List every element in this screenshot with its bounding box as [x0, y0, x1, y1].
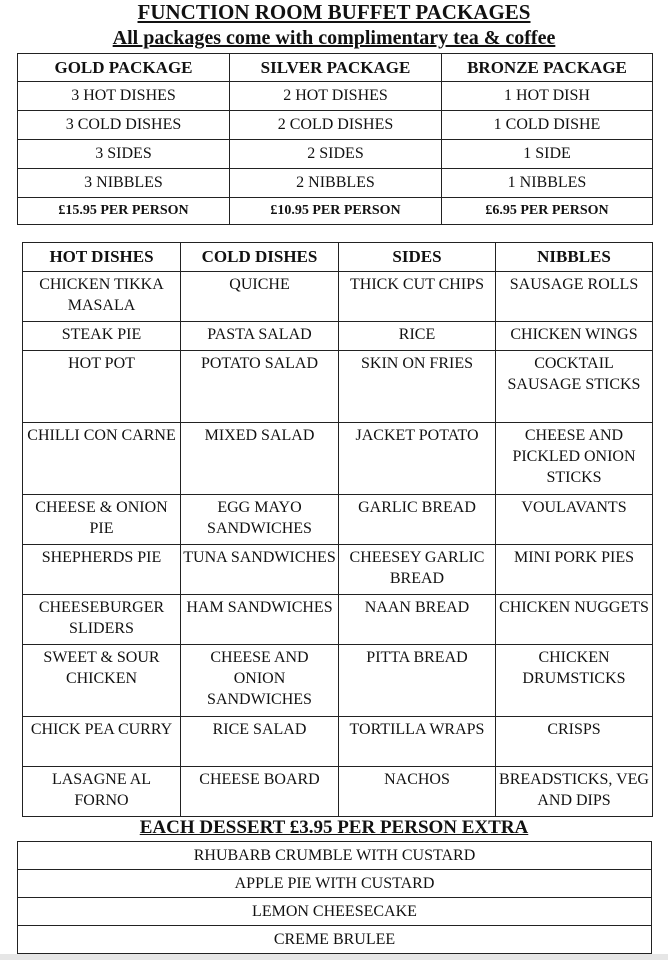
- menu-header-row: [23, 243, 653, 272]
- menu-cell: BREADSTICKS, VEG AND DIPS: [496, 767, 653, 817]
- menu-cell: NACHOS: [339, 767, 496, 817]
- dessert-row: [18, 842, 652, 870]
- menu-cell: STEAK PIE: [23, 322, 181, 351]
- dessert-row: [18, 926, 652, 954]
- menu-cell: CHEESE BOARD: [181, 767, 339, 817]
- package-cell: 2 HOT DISHES: [230, 82, 442, 111]
- menu-cell: SWEET & SOUR CHICKEN: [23, 645, 181, 717]
- menu-cell: MIXED SALAD: [181, 423, 339, 495]
- menu-cell: CHICK PEA CURRY: [23, 717, 181, 767]
- menu-cell: MINI PORK PIES: [496, 545, 653, 595]
- menu-row: [23, 495, 653, 545]
- package-price-gold: £15.95 PER PERSON: [18, 198, 230, 225]
- package-cell: 1 NIBBLES: [442, 169, 653, 198]
- dessert-item: RHUBARB CRUMBLE WITH CUSTARD: [18, 842, 652, 870]
- packages-row-hot: [18, 82, 653, 111]
- menu-cell: CHILLI CON CARNE: [23, 423, 181, 495]
- package-cell: 2 COLD DISHES: [230, 111, 442, 140]
- desserts-table: [17, 841, 652, 954]
- menu-cell: POTATO SALAD: [181, 351, 339, 423]
- menu-cell: PITTA BREAD: [339, 645, 496, 717]
- package-cell: 1 COLD DISHE: [442, 111, 653, 140]
- package-cell: 3 COLD DISHES: [18, 111, 230, 140]
- packages-table: [17, 53, 653, 225]
- menu-row: [23, 767, 653, 817]
- menu-row: [23, 645, 653, 717]
- package-price-silver: £10.95 PER PERSON: [230, 198, 442, 225]
- menu-cell: CHICKEN DRUMSTICKS: [496, 645, 653, 717]
- dessert-row: [18, 898, 652, 926]
- menu-cell: RICE: [339, 322, 496, 351]
- menu-cell: GARLIC BREAD: [339, 495, 496, 545]
- menu-header-hot: HOT DISHES: [23, 243, 181, 272]
- menu-cell: CHEESE & ONION PIE: [23, 495, 181, 545]
- menu-row: [23, 717, 653, 767]
- packages-row-price: [18, 198, 653, 225]
- menu-cell: EGG MAYO SANDWICHES: [181, 495, 339, 545]
- menu-cell: THICK CUT CHIPS: [339, 272, 496, 322]
- menu-cell: TUNA SANDWICHES: [181, 545, 339, 595]
- menu-cell: CHICKEN WINGS: [496, 322, 653, 351]
- menu-cell: COCKTAIL SAUSAGE STICKS: [496, 351, 653, 423]
- menu-cell: RICE SALAD: [181, 717, 339, 767]
- packages-row-cold: [18, 111, 653, 140]
- dessert-item: CREME BRULEE: [18, 926, 652, 954]
- menu-row: [23, 351, 653, 423]
- packages-row-nibbles: [18, 169, 653, 198]
- menu-cell: QUICHE: [181, 272, 339, 322]
- package-header-silver: SILVER PACKAGE: [230, 54, 442, 82]
- package-cell: 1 HOT DISH: [442, 82, 653, 111]
- menu-row: [23, 595, 653, 645]
- menu-cell: PASTA SALAD: [181, 322, 339, 351]
- packages-header-row: [18, 54, 653, 82]
- menu-cell: CHEESEBURGER SLIDERS: [23, 595, 181, 645]
- menu-cell: CHICKEN NUGGETS: [496, 595, 653, 645]
- menu-cell: CHICKEN TIKKA MASALA: [23, 272, 181, 322]
- menu-row: [23, 322, 653, 351]
- package-header-bronze: BRONZE PACKAGE: [442, 54, 653, 82]
- page-title: FUNCTION ROOM BUFFET PACKAGES: [137, 0, 531, 24]
- menu-cell: CHEESE AND ONION SANDWICHES: [181, 645, 339, 717]
- menu-cell: SKIN ON FRIES: [339, 351, 496, 423]
- menu-table: [22, 242, 653, 817]
- package-cell: 3 NIBBLES: [18, 169, 230, 198]
- menu-cell: HOT POT: [23, 351, 181, 423]
- bottom-edge: [0, 954, 668, 960]
- menu-row: [23, 423, 653, 495]
- dessert-item: APPLE PIE WITH CUSTARD: [18, 870, 652, 898]
- package-price-bronze: £6.95 PER PERSON: [442, 198, 653, 225]
- package-cell: 3 SIDES: [18, 140, 230, 169]
- menu-cell: CHEESEY GARLIC BREAD: [339, 545, 496, 595]
- menu-header-nibbles: NIBBLES: [496, 243, 653, 272]
- menu-cell: VOULAVANTS: [496, 495, 653, 545]
- menu-cell: LASAGNE AL FORNO: [23, 767, 181, 817]
- menu-header-sides: SIDES: [339, 243, 496, 272]
- menu-cell: TORTILLA WRAPS: [339, 717, 496, 767]
- menu-row: [23, 545, 653, 595]
- menu-cell: HAM SANDWICHES: [181, 595, 339, 645]
- page-subtitle: All packages come with complimentary tea & coffee: [112, 27, 556, 49]
- menu-header-cold: COLD DISHES: [181, 243, 339, 272]
- package-cell: 2 NIBBLES: [230, 169, 442, 198]
- package-cell: 3 HOT DISHES: [18, 82, 230, 111]
- menu-cell: CHEESE AND PICKLED ONION STICKS: [496, 423, 653, 495]
- menu-cell: NAAN BREAD: [339, 595, 496, 645]
- dessert-row: [18, 870, 652, 898]
- menu-cell: SHEPHERDS PIE: [23, 545, 181, 595]
- dessert-item: LEMON CHEESECAKE: [18, 898, 652, 926]
- package-cell: 2 SIDES: [230, 140, 442, 169]
- package-cell: 1 SIDE: [442, 140, 653, 169]
- menu-row: [23, 272, 653, 322]
- package-header-gold: GOLD PACKAGE: [18, 54, 230, 82]
- packages-row-sides: [18, 140, 653, 169]
- menu-cell: JACKET POTATO: [339, 423, 496, 495]
- menu-cell: SAUSAGE ROLLS: [496, 272, 653, 322]
- dessert-heading: EACH DESSERT £3.95 PER PERSON EXTRA: [139, 817, 529, 838]
- menu-cell: CRISPS: [496, 717, 653, 767]
